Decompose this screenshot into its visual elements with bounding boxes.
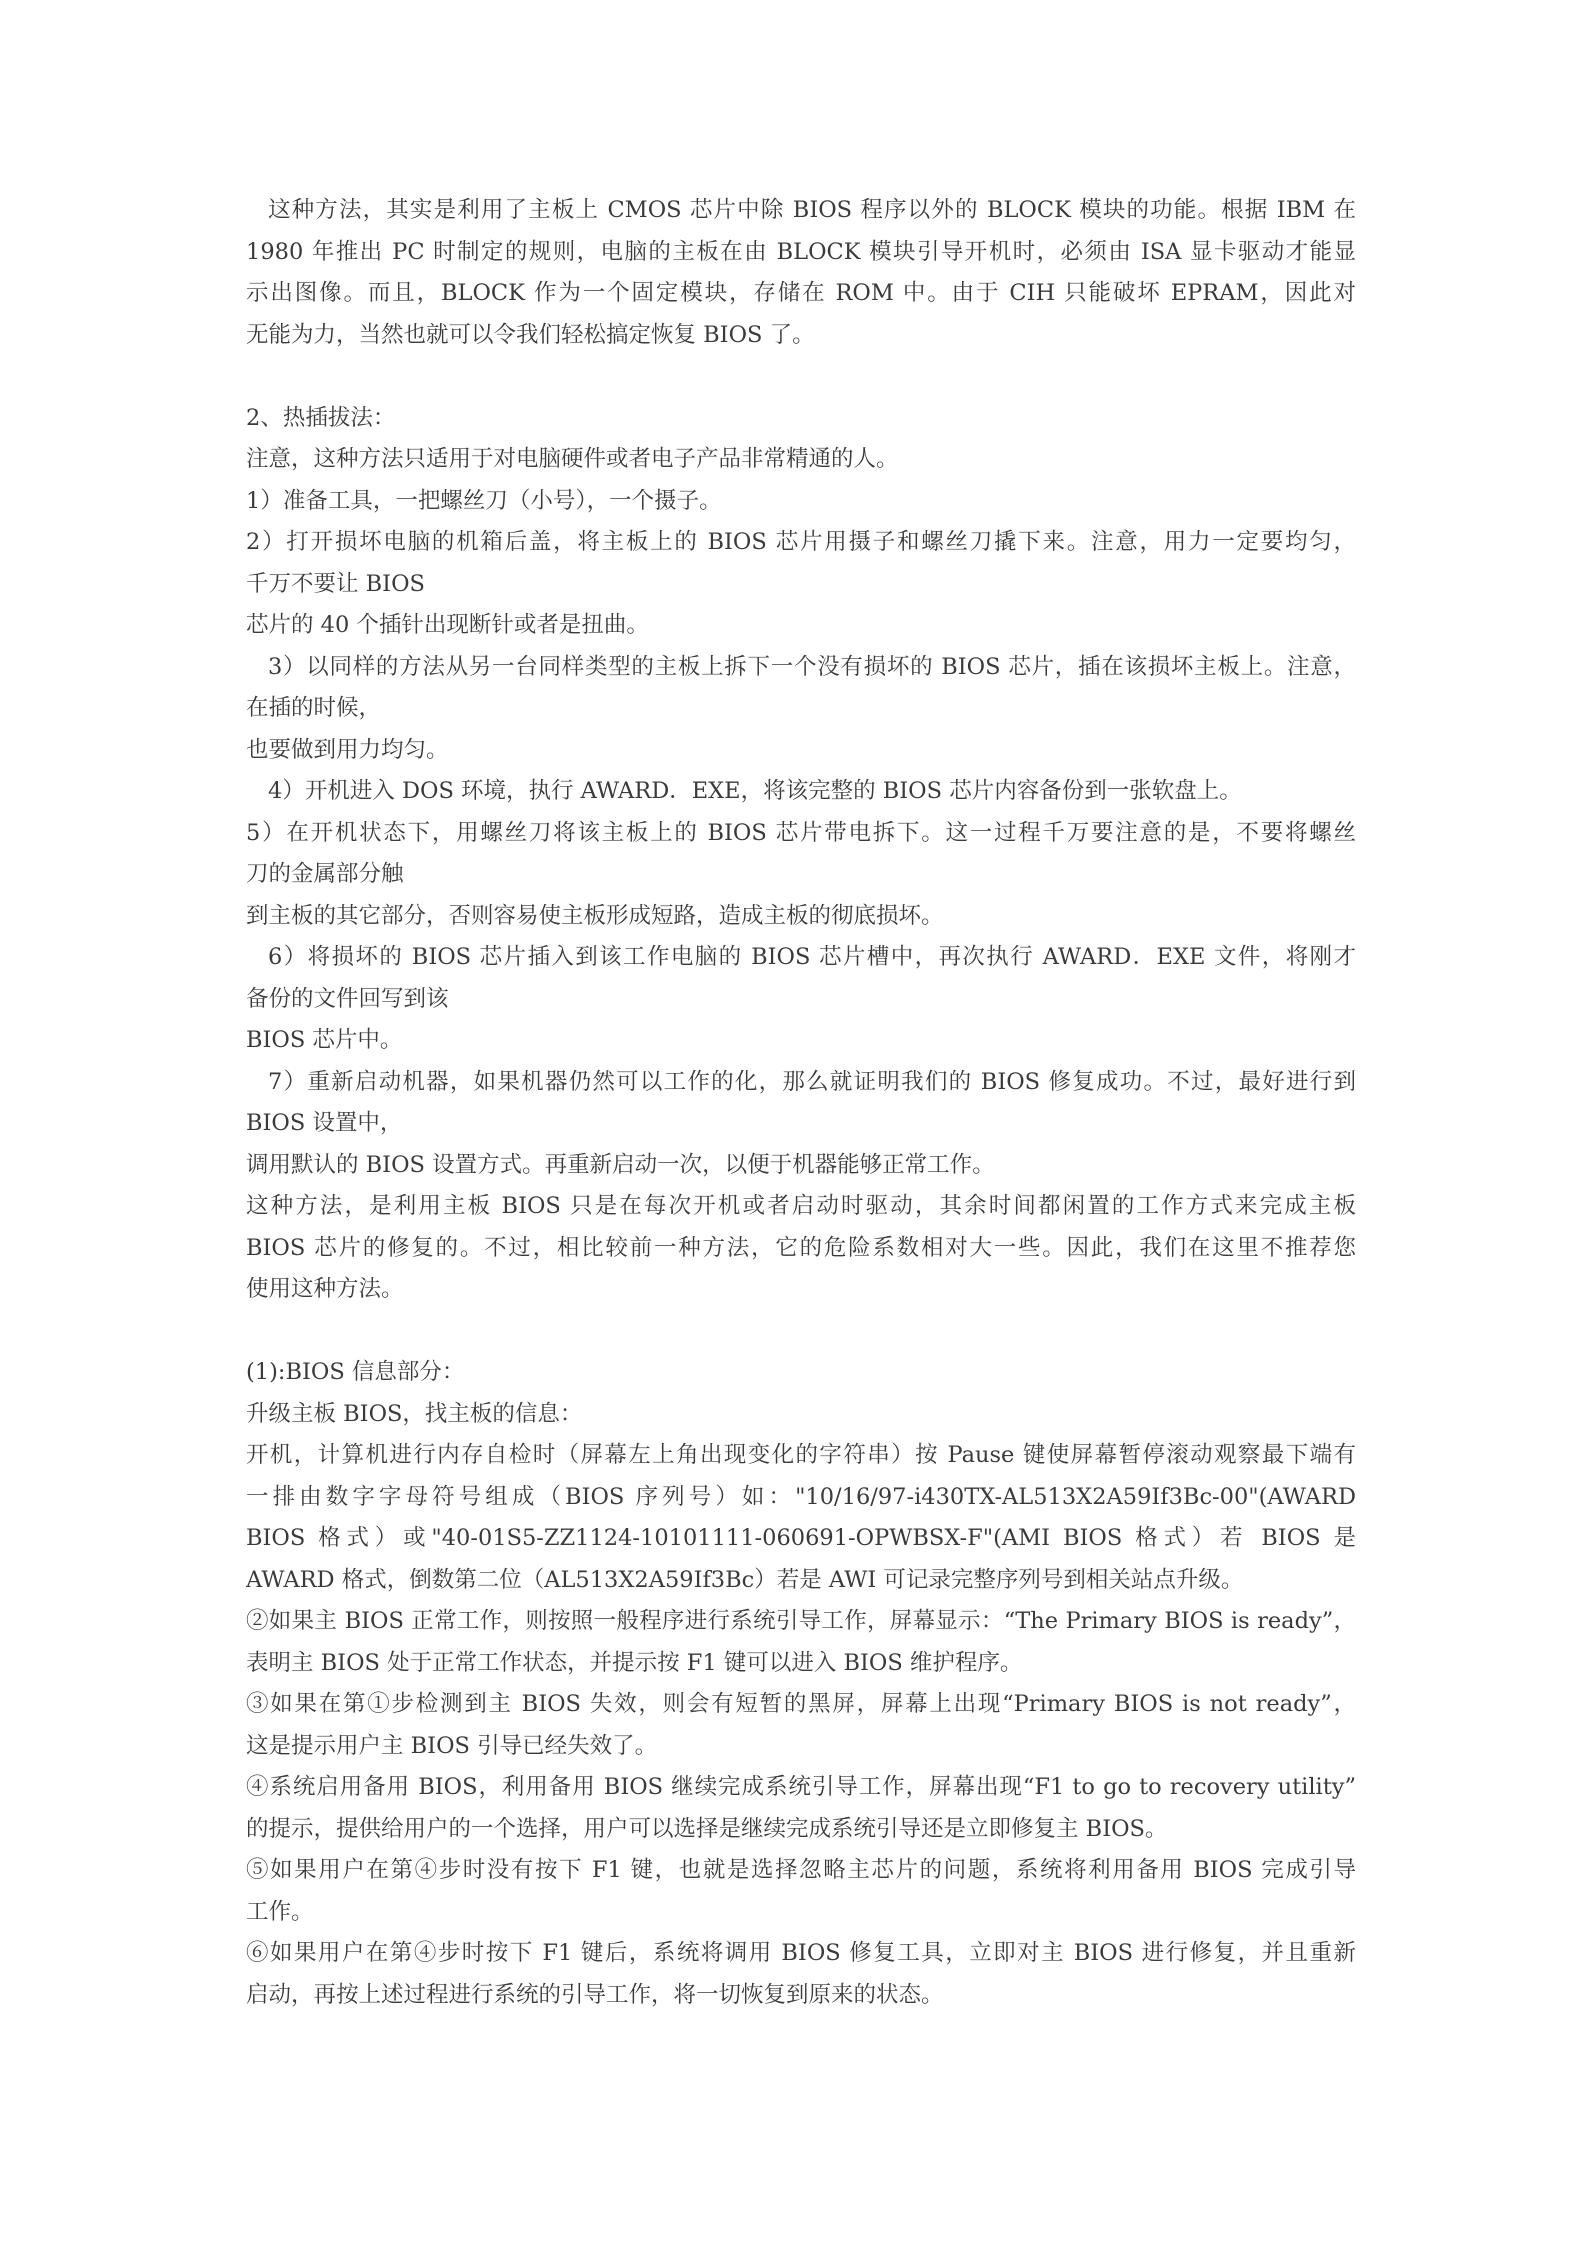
text-line: 示出图像。而且，BLOCK 作为一个固定模块，存储在 ROM 中。由于 CIH 只能破坏 EPRAM，因此对 bbox=[246, 280, 1356, 306]
text-line: 调用默认的 BIOS 设置方式。再重新启动一次，以便于机器能够正常工作。 bbox=[246, 1151, 995, 1178]
text-line: 开机，计算机进行内存自检时（屏幕左上角出现变化的字符串）按 Pause 键使屏幕暂停滚动观察最下端有 bbox=[246, 1442, 1356, 1468]
text-line: 到主板的其它部分，否则容易使主板形成短路，造成主板的彻底损坏。 bbox=[246, 902, 944, 929]
text-line: 注意，这种方法只适用于对电脑硬件或者电子产品非常精通的人。 bbox=[246, 446, 899, 472]
text-line: BIOS 设置中， bbox=[246, 1110, 403, 1136]
text-line: 千万不要让 BIOS bbox=[246, 570, 425, 597]
text-line: ⑤如果用户在第④步时没有按下 F1 键，也就是选择忽略主芯片的问题，系统将利用备用 BIOS 完成引导 bbox=[246, 1857, 1356, 1883]
document-body bbox=[246, 190, 1356, 2016]
text-line: BIOS 芯片的修复的。不过，相比较前一种方法，它的危险系数相对大一些。因此，我们在这里不推荐您 bbox=[246, 1234, 1356, 1261]
text-line: 表明主 BIOS 处于正常工作状态，并提示按 F1 键可以进入 BIOS 维护程序。 bbox=[246, 1649, 1023, 1676]
text-line: ②如果主 BIOS 正常工作，则按照一般程序进行系统引导工作，屏幕显示：“The Primary BIOS is ready”， bbox=[246, 1608, 1356, 1634]
text-line: 1）准备工具，一把螺丝刀（小号），一个摄子。 bbox=[246, 487, 722, 514]
text-line: BIOS 格式）或"40-01S5-ZZ1124-10101111-060691-OPWBSX-F"(AMI BIOS 格式）若 BIOS 是 bbox=[246, 1525, 1356, 1551]
paragraph-gap bbox=[246, 356, 1356, 398]
text-line: 6）将损坏的 BIOS 芯片插入到该工作电脑的 BIOS 芯片槽中，再次执行 AWARD．EXE 文件，将刚才 bbox=[268, 944, 1356, 970]
text-line: 2、热插拔法： bbox=[246, 404, 396, 431]
text-line: 工作。 bbox=[246, 1898, 314, 1925]
text-line: BIOS 芯片中。 bbox=[246, 1027, 403, 1053]
text-line: ④系统启用备用 BIOS，利用备用 BIOS 继续完成系统引导工作，屏幕出现“F1 to go to recovery utility” bbox=[246, 1774, 1356, 1800]
text-line: 的提示，提供给用户的一个选择，用户可以选择是继续完成系统引导还是立即修复主 BIOS。 bbox=[246, 1815, 1168, 1842]
text-line: 芯片的 40 个插针出现断针或者是扭曲。 bbox=[246, 612, 649, 638]
text-line: 也要做到用力均匀。 bbox=[246, 736, 449, 763]
text-line: 在插的时候， bbox=[246, 695, 382, 721]
text-line: 这种方法，其实是利用了主板上 CMOS 芯片中除 BIOS 程序以外的 BLOCK 模块的功能。根据 IBM 在 bbox=[268, 197, 1356, 223]
text-line: 这是提示用户主 BIOS 引导已经失效了。 bbox=[246, 1732, 658, 1759]
text-line: 使用这种方法。 bbox=[246, 1276, 404, 1302]
text-line: 这种方法，是利用主板 BIOS 只是在每次开机或者启动时驱动，其余时间都闲置的工作方式来完成主板 bbox=[246, 1193, 1356, 1219]
text-line: ③如果在第①步检测到主 BIOS 失效，则会有短暂的黑屏，屏幕上出现“Primary BIOS is not ready”， bbox=[246, 1691, 1356, 1717]
text-line: 2）打开损坏电脑的机箱后盖，将主板上的 BIOS 芯片用摄子和螺丝刀撬下来。注意，用力一定要均匀， bbox=[246, 529, 1356, 555]
text-line: 升级主板 BIOS，找主板的信息： bbox=[246, 1400, 583, 1427]
text-line: 刀的金属部分触 bbox=[246, 861, 404, 887]
text-line: 1980 年推出 PC 时制定的规则，电脑的主板在由 BLOCK 模块引导开机时，必须由 ISA 显卡驱动才能显 bbox=[246, 238, 1356, 265]
text-line: 一排由数字字母符号组成（BIOS 序列号）如："10/16/97-i430TX-AL513X2A59If3Bc-00"(AWARD bbox=[246, 1483, 1356, 1510]
text-line: 4）开机进入 DOS 环境，执行 AWARD．EXE，将该完整的 BIOS 芯片内容备份到一张软盘上。 bbox=[268, 778, 1242, 804]
text-line: ⑥如果用户在第④步时按下 F1 键后，系统将调用 BIOS 修复工具，立即对主 BIOS 进行修复，并且重新 bbox=[246, 1940, 1356, 1966]
text-line: 5）在开机状态下，用螺丝刀将该主板上的 BIOS 芯片带电拆下。这一过程千万要注意的是，不要将螺丝 bbox=[246, 819, 1356, 846]
paragraph-gap bbox=[246, 1311, 1356, 1353]
text-line: 3）以同样的方法从另一台同样类型的主板上拆下一个没有损坏的 BIOS 芯片，插在该损坏主板上。注意， bbox=[268, 653, 1356, 680]
text-line: 7）重新启动机器，如果机器仍然可以工作的化，那么就证明我们的 BIOS 修复成功。不过，最好进行到 bbox=[268, 1068, 1356, 1095]
text-line: AWARD 格式，倒数第二位（AL513X2A59If3Bc）若是 AWI 可记录完整序列号到相关站点升级。 bbox=[246, 1566, 1244, 1593]
text-line: (1):BIOS 信息部分： bbox=[246, 1359, 465, 1385]
text-line: 备份的文件回写到该 bbox=[246, 985, 449, 1012]
text-line: 启动，再按上述过程进行系统的引导工作，将一切恢复到原来的状态。 bbox=[246, 1981, 944, 2008]
text-line: 无能为力，当然也就可以令我们轻松搞定恢复 BIOS 了。 bbox=[246, 321, 815, 348]
